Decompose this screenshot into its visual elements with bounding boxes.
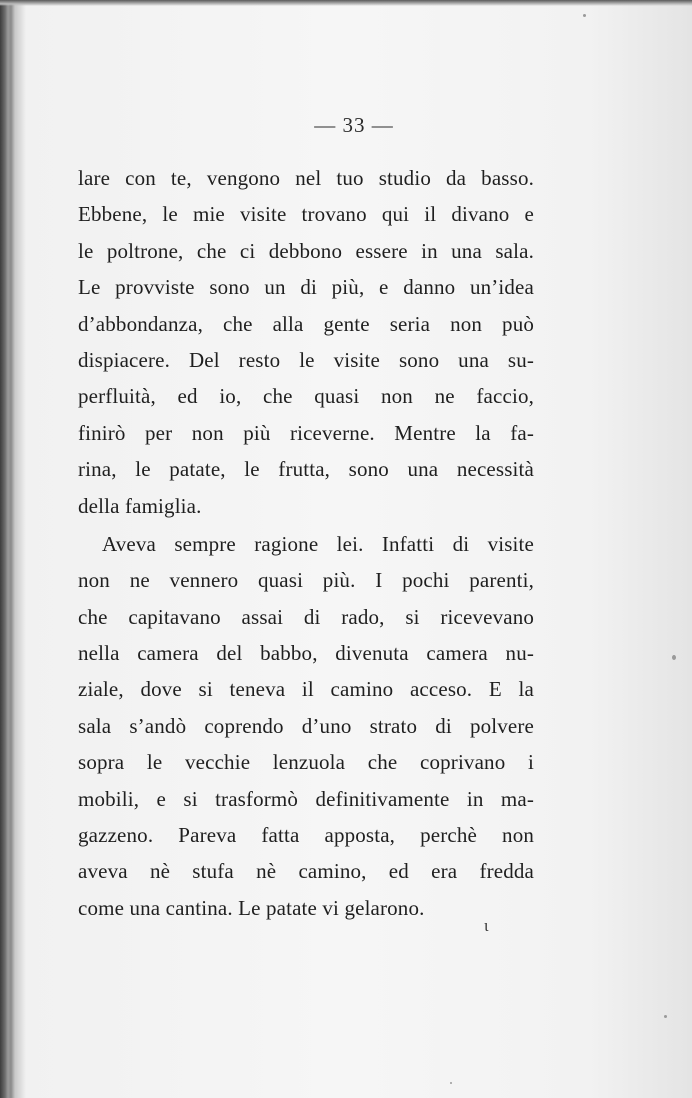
text-line: rina, le patate, le frutta, sono una necessità bbox=[78, 457, 534, 482]
text-line: lare con te, vengono nel tuo studio da basso. bbox=[78, 166, 534, 190]
page-top-edge bbox=[0, 0, 692, 6]
text-line: aveva nè stufa nè camino, ed era fredda bbox=[78, 859, 534, 884]
text-line: non ne vennero quasi più. I pochi parenti, bbox=[78, 568, 534, 593]
book-binding-edge bbox=[0, 0, 26, 1098]
text-line: sopra le vecchie lenzuola che coprivano i bbox=[78, 750, 534, 775]
paragraph-end-line: della famiglia. bbox=[78, 493, 202, 518]
text-line: gazzeno. Pareva fatta apposta, perchè non bbox=[78, 823, 534, 848]
page-body-text bbox=[78, 160, 534, 926]
paper-speck bbox=[450, 1082, 452, 1084]
text-line: Ebbene, le mie visite trovano qui il divano e bbox=[78, 202, 534, 227]
text-line: le poltrone, che ci debbono essere in una sala. bbox=[78, 238, 534, 263]
paper-speck bbox=[583, 14, 586, 17]
paragraph-start-line: Aveva sempre ragione lei. Infatti di visite bbox=[102, 531, 534, 556]
text-line: ziale, dove si teneva il camino acceso. E la bbox=[78, 677, 534, 702]
signature-mark: ɩ bbox=[484, 916, 489, 935]
text-line: che capitavano assai di rado, si ricevevano bbox=[78, 604, 534, 629]
text-line: sala s’andò coprendo d’uno strato di polvere bbox=[78, 713, 534, 738]
text-line: d’abbondanza, che alla gente seria non può bbox=[78, 311, 534, 336]
text-line: finirò per non più riceverne. Mentre la fa- bbox=[78, 420, 534, 445]
text-line: Le provviste sono un di più, e danno un’idea bbox=[78, 275, 534, 300]
text-line: perfluità, ed io, che quasi non ne faccio, bbox=[78, 384, 534, 409]
paper-speck bbox=[672, 655, 676, 660]
text-line: dispiacere. Del resto le visite sono una su- bbox=[78, 347, 534, 372]
text-line: nella camera del babbo, divenuta camera nu- bbox=[78, 641, 534, 666]
paper-speck bbox=[664, 1015, 667, 1018]
text-line: mobili, e si trasformò definitivamente in ma- bbox=[78, 786, 534, 811]
paragraph-end-line: come una cantina. Le patate vi gelarono. bbox=[78, 895, 425, 920]
page-number: — 33 — bbox=[314, 113, 394, 137]
